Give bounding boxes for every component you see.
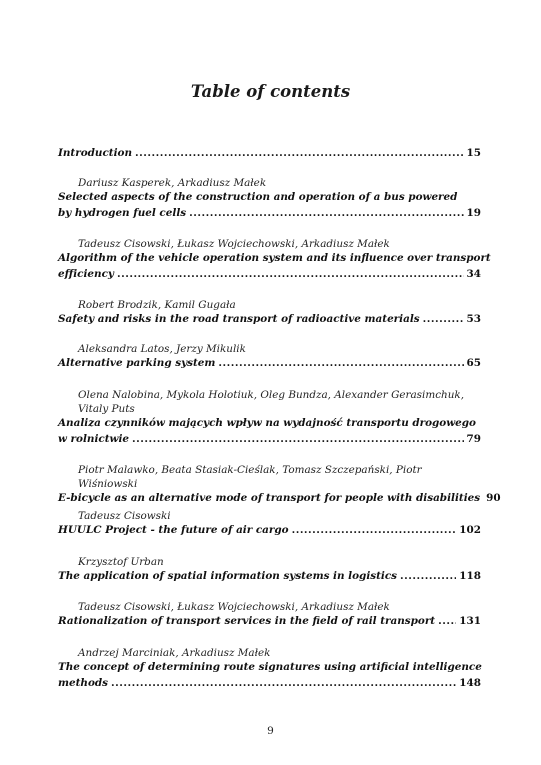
entry-title-line [58,523,481,539]
entry-authors: Olena Nalobina, Mykola Holotiuk, Oleg Bundza, Alexander Gerasimchuk, [78,389,464,401]
toc-entry[interactable] [58,509,481,539]
dot-leader [292,523,457,539]
entry-title: HUULC Project - the future of air cargo [58,524,289,536]
entry-title-line [58,251,491,267]
entry-title-line [58,206,481,222]
entry-title: E-bicycle as an alternative mode of transport for people with disabilities [58,492,481,504]
entry-title-line [58,312,481,328]
entry-authors: Tadeusz Cisowski [78,510,171,522]
entry-title: Algorithm of the vehicle operation system and its influence over transport [58,252,491,264]
toc-entry[interactable] [58,646,481,691]
entry-title: The application of spatial information systems in logistics [58,570,398,582]
entry-title-line [58,660,481,676]
entry-page-number: 102 [459,524,481,536]
entry-title: Rationalization of transport services in the field of rail transport [58,615,436,627]
entry-title-line [58,267,481,283]
toc-entry[interactable] [58,176,481,221]
entry-title: efficiency [58,267,114,280]
entry-title: Introduction [58,147,132,159]
toc-entry[interactable] [58,298,481,328]
entry-authors: Robert Brodzik, Kamil Gugała [78,299,236,311]
entry-title: by hydrogen fuel cells [58,206,187,219]
dot-leader [189,206,463,222]
entry-page-number: 131 [459,615,481,627]
dot-leader [111,676,456,692]
dot-leader [423,312,464,328]
entry-authors: Vitaly Puts [78,403,135,415]
entry-authors: Tadeusz Cisowski, Łukasz Wojciechowski, Arkadiusz Małek [78,601,390,613]
entry-page-number: 19 [466,206,481,219]
entry-page-number: 34 [466,267,481,280]
toc-entry[interactable] [58,555,481,585]
entry-title: The concept of determining route signatures using artificial intelligence [58,661,482,673]
entry-authors: Andrzej Marciniak, Arkadiusz Małek [78,647,271,659]
entry-title: Alternative parking system [58,357,216,369]
entry-title-line [58,146,481,162]
dot-leader [132,432,463,448]
dot-leader [218,356,463,372]
page-title: Table of contents [190,82,351,101]
dot-leader [438,614,456,630]
entry-title-line [58,676,481,692]
toc-entry[interactable] [58,342,481,372]
entry-title-line [58,356,481,372]
entry-title-line [58,416,481,432]
entry-page-number: 53 [466,313,481,325]
entry-title-line [58,190,481,206]
toc-entry[interactable] [58,463,501,507]
toc-entry[interactable] [58,600,481,630]
entry-authors: Tadeusz Cisowski, Łukasz Wojciechowski, Arkadiusz Małek [78,238,390,250]
dot-leader [400,569,456,585]
entry-page-number: 65 [466,357,481,369]
entry-title-line [58,491,501,507]
entry-title-line [58,569,481,585]
entry-title-line [58,614,481,630]
entry-page-number: 90 [486,492,501,504]
entry-page-number: 148 [459,676,481,689]
entry-authors: Krzysztof Urban [78,556,164,568]
entry-authors: Piotr Malawko, Beata Stasiak-Cieślak, Tomasz Szczepański, Piotr Wiśniowski [78,464,422,490]
page-number: 9 [267,725,274,737]
toc-entry[interactable] [58,388,481,447]
entry-title: Analiza czynników mających wpływ na wydajność transportu drogowego [58,417,476,429]
toc-entry[interactable] [58,146,481,162]
entry-title: Selected aspects of the construction and operation of a bus powered [58,191,458,203]
dot-leader [117,267,464,283]
entry-page-number: 79 [466,432,481,445]
entry-title: methods [58,676,109,689]
dot-leader [135,146,464,162]
entry-title: Safety and risks in the road transport of radioactive materials [58,313,420,325]
entry-authors: Aleksandra Latos, Jerzy Mikulik [78,343,246,355]
entry-page-number: 15 [466,147,481,159]
entry-title-line [58,432,481,448]
entry-authors: Dariusz Kasperek, Arkadiusz Małek [78,177,267,189]
entry-title: w rolnictwie [58,432,130,445]
toc-entry[interactable] [58,237,491,282]
entry-page-number: 118 [459,570,481,582]
